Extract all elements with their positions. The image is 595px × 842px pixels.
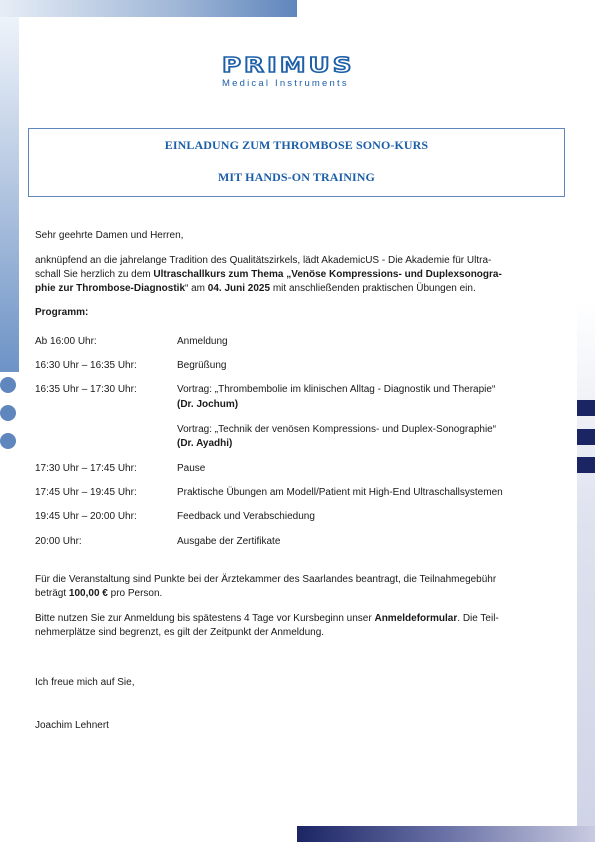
program-desc: Vortrag: „Thrombembolie im klinischen Alltag - Diagnostik und Therapie“ bbox=[177, 384, 496, 395]
program-heading: Programm: bbox=[35, 307, 89, 318]
registration-paragraph: Bitte nutzen Sie zur Anmeldung bis spätestens 4 Tage vor Kursbeginn unser Anmeldeformular. Die Teil- nehmerplätze sind begrenzt, es gilt der Zeitpunkt der Anmeldung. bbox=[35, 613, 499, 638]
program-time: 16:30 Uhr – 16:35 Uhr: bbox=[35, 360, 137, 371]
decorative-left-bar bbox=[0, 17, 19, 372]
program-time: Ab 16:00 Uhr: bbox=[35, 336, 97, 347]
intro-paragraph bbox=[35, 254, 557, 296]
logo-wordmark: PRIMUS bbox=[222, 53, 355, 78]
primus-logo bbox=[222, 55, 410, 89]
closing-line: Ich freue mich auf Sie, bbox=[35, 677, 135, 688]
decorative-top-bar bbox=[0, 0, 297, 17]
fee-paragraph: Für die Veranstaltung sind Punkte bei der Ärztekammer des Saarlandes beantragt, die Teilnahmegebühr beträgt 100,00 € pro Person. bbox=[35, 574, 497, 599]
program-speaker: (Dr. Ayadhi) bbox=[177, 438, 233, 449]
program-time: 17:45 Uhr – 19:45 Uhr: bbox=[35, 487, 137, 498]
decorative-square bbox=[577, 400, 595, 416]
title-box bbox=[28, 128, 565, 197]
signature: Joachim Lehnert bbox=[35, 720, 109, 731]
course-date: 04. Juni 2025 bbox=[207, 283, 271, 294]
program-time: 16:35 Uhr – 17:30 Uhr: bbox=[35, 384, 137, 395]
course-title: phie zur Thrombose-Diagnostik bbox=[35, 283, 186, 294]
intro-text: anknüpfend an die jahrelange Tradition des Qualitätszirkels, lädt AkademicUS - Die Akademie für Ultra- bbox=[35, 255, 492, 266]
program-time: 20:00 Uhr: bbox=[35, 536, 82, 547]
program-desc: Praktische Übungen am Modell/Patient mit High-End Ultraschallsystemen bbox=[177, 487, 503, 498]
intro-text: schall Sie herzlich zu dem bbox=[35, 269, 154, 280]
program-desc: Feedback und Verabschiedung bbox=[177, 511, 315, 522]
salutation: Sehr geehrte Damen und Herren, bbox=[35, 230, 184, 241]
decorative-dot bbox=[0, 405, 16, 421]
program-time: 19:45 Uhr – 20:00 Uhr: bbox=[35, 511, 137, 522]
program-desc: Begrüßung bbox=[177, 360, 227, 371]
intro-text: mit anschließenden praktischen Übungen ein. bbox=[270, 283, 476, 294]
fee-amount: 100,00 € bbox=[68, 588, 108, 599]
title-line-2: MIT HANDS-ON TRAINING bbox=[217, 170, 375, 184]
program-desc: Vortrag: „Technik der venösen Kompressions- und Duplex-Sonographie“ bbox=[177, 424, 497, 435]
intro-text: “ am bbox=[185, 283, 208, 294]
decorative-dot bbox=[0, 377, 16, 393]
logo-tagline: Medical Instruments bbox=[222, 78, 349, 89]
program-desc: Ausgabe der Zertifikate bbox=[177, 536, 281, 547]
program-time: 17:30 Uhr – 17:45 Uhr: bbox=[35, 463, 137, 474]
program-desc: Pause bbox=[177, 463, 206, 474]
decorative-bottom-bar bbox=[297, 826, 595, 842]
decorative-right-bar bbox=[577, 300, 595, 842]
registration-form-link: Anmeldeformular bbox=[374, 613, 458, 624]
program-speaker: (Dr. Jochum) bbox=[177, 399, 239, 410]
decorative-square bbox=[577, 457, 595, 473]
decorative-square bbox=[577, 429, 595, 445]
decorative-dot bbox=[0, 433, 16, 449]
program-desc: Anmeldung bbox=[177, 336, 228, 347]
title-line-1: EINLADUNG ZUM THROMBOSE SONO-KURS bbox=[164, 138, 429, 152]
course-title: Ultraschallkurs zum Thema „Venöse Kompressions- und Duplexsonogra- bbox=[153, 269, 502, 280]
